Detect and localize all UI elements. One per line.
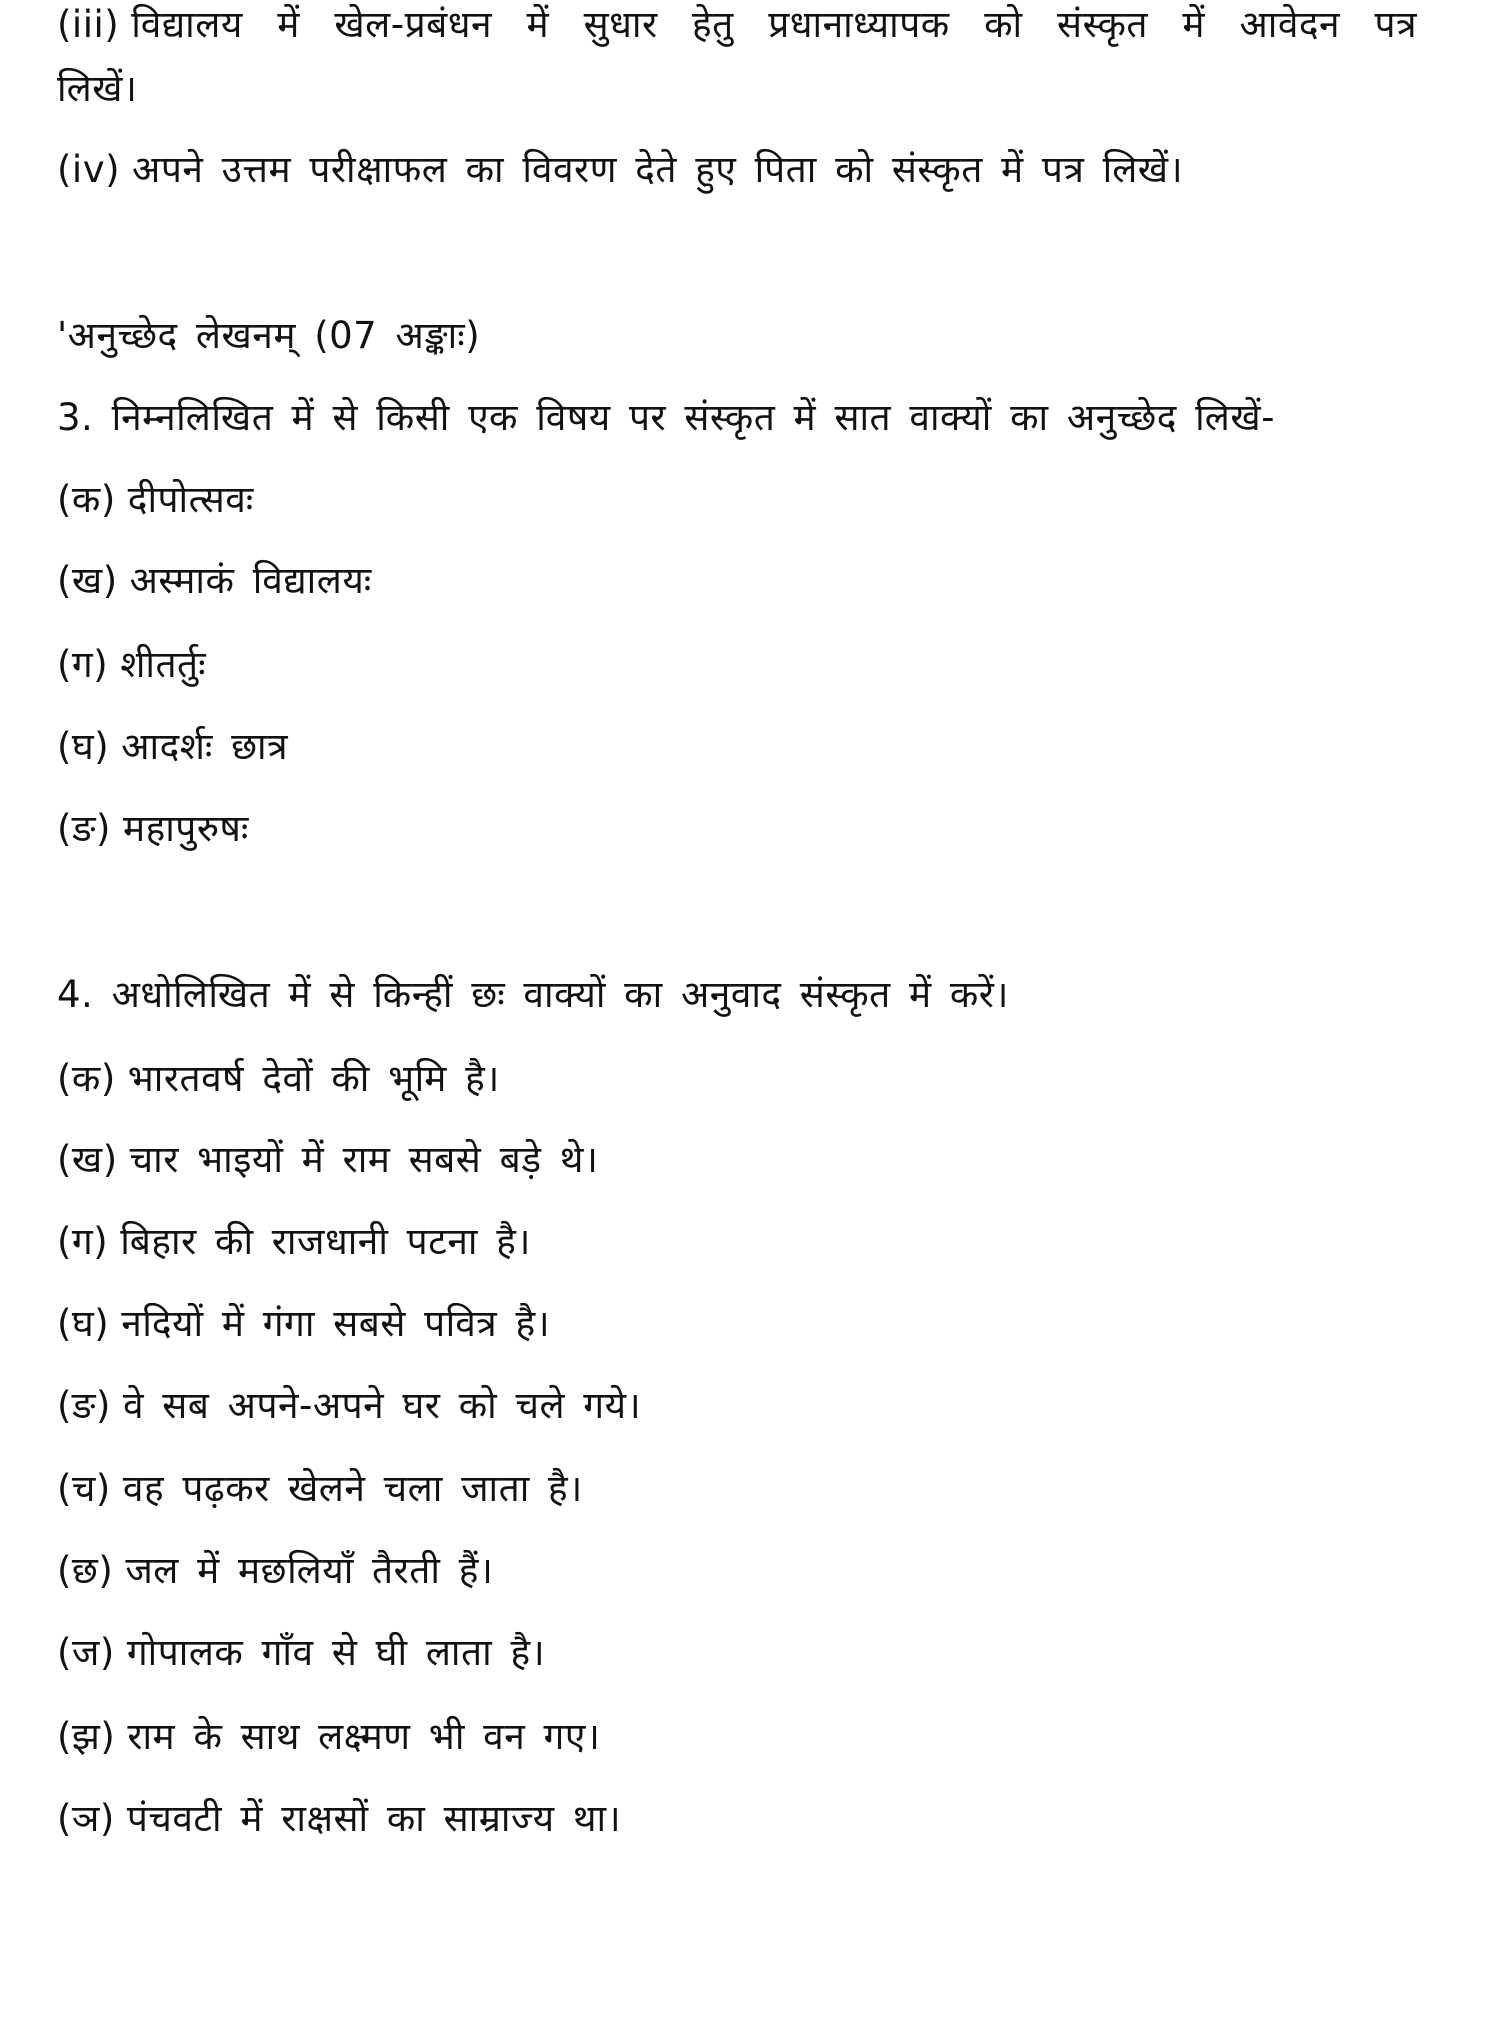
section-heading: 'अनुच्छेद लेखनम् (07 अङ्काः) — [57, 314, 481, 357]
question-4-sentence — [57, 1217, 531, 1267]
question-4-sentence — [57, 1054, 500, 1104]
sentence-text: भारतवर्ष देवों की भूमि है। — [127, 1057, 500, 1100]
sentence-label: (छ) — [57, 1549, 114, 1592]
letter-item-iii — [57, 0, 1417, 50]
sentence-text: पंचवटी में राक्षसों का साम्राज्य था। — [126, 1797, 622, 1840]
option-text: महापुरुषः — [122, 807, 249, 850]
sentence-text: वह पढ़कर खेलने चला जाता है। — [122, 1467, 583, 1510]
item-text: विद्यालय में खेल-प्रबंधन में सुधार हेतु प्रधानाध्यापक को संस्कृत में आवेदन पत्र — [131, 3, 1417, 46]
option-label: (घ) — [57, 725, 110, 768]
item-label: (iii) — [57, 3, 120, 46]
question-4-prompt: 4. अधोलिखित में से किन्हीं छः वाक्यों का अनुवाद संस्कृत में करें। — [57, 973, 1009, 1016]
sentence-text: गोपालक गाँव से घी लाता है। — [126, 1631, 546, 1674]
sentence-label: (क) — [57, 1057, 116, 1100]
sentence-label: (ज) — [57, 1631, 115, 1674]
sentence-text: चार भाइयों में राम सबसे बड़े थे। — [129, 1138, 599, 1181]
question-3-option — [57, 556, 372, 606]
question-4-sentence — [57, 1135, 598, 1185]
option-text: शीतर्तुः — [120, 643, 207, 686]
sentence-text: नदियों में गंगा सबसे पवित्र है। — [121, 1302, 551, 1345]
sentence-label: (ख) — [57, 1138, 118, 1181]
sentence-text: राम के साथ लक्ष्मण भी वन गए। — [127, 1715, 601, 1758]
sentence-label: (ङ) — [57, 1384, 111, 1427]
question-4-sentence — [57, 1628, 545, 1678]
question-4-sentence — [57, 1712, 600, 1762]
question-4-sentence — [57, 1464, 583, 1514]
item-text: अपने उत्तम परीक्षाफल का विवरण देते हुए पिता को संस्कृत में पत्र लिखें। — [132, 148, 1184, 191]
sentence-label: (झ) — [57, 1715, 116, 1758]
sentence-label: (च) — [57, 1467, 111, 1510]
question-3-prompt: 3. निम्नलिखित में से किसी एक विषय पर संस्कृत में सात वाक्यों का अनुच्छेद लिखें- — [57, 396, 1275, 439]
option-label: (ग) — [57, 643, 109, 686]
option-text: आदर्शः छात्र — [121, 725, 289, 768]
option-label: (क) — [57, 478, 116, 521]
question-4-sentence — [57, 1546, 493, 1596]
sentence-text: वे सब अपने-अपने घर को चले गये। — [122, 1384, 642, 1427]
item-text: लिखें। — [57, 67, 138, 110]
question-3-option — [57, 640, 206, 690]
sentence-text: बिहार की राजधानी पटना है। — [120, 1220, 531, 1263]
option-text: दीपोत्सवः — [127, 478, 254, 521]
letter-item-iv — [57, 145, 1183, 195]
letter-item-iii-continued — [57, 64, 137, 114]
question-4-sentence — [57, 1381, 641, 1431]
question-3-option — [57, 804, 249, 854]
option-label: (ङ) — [57, 807, 111, 850]
item-label: (iv) — [57, 148, 121, 191]
sentence-label: (ग) — [57, 1220, 109, 1263]
question-3-option — [57, 475, 254, 525]
question-4-sentence — [57, 1794, 621, 1844]
option-label: (ख) — [57, 559, 118, 602]
question-3-option — [57, 722, 288, 772]
sentence-label: (घ) — [57, 1302, 110, 1345]
sentence-text: जल में मछलियाँ तैरती हैं। — [125, 1549, 494, 1592]
option-text: अस्माकं विद्यालयः — [129, 559, 372, 602]
sentence-label: (ञ) — [57, 1797, 115, 1840]
question-4-sentence — [57, 1299, 550, 1349]
